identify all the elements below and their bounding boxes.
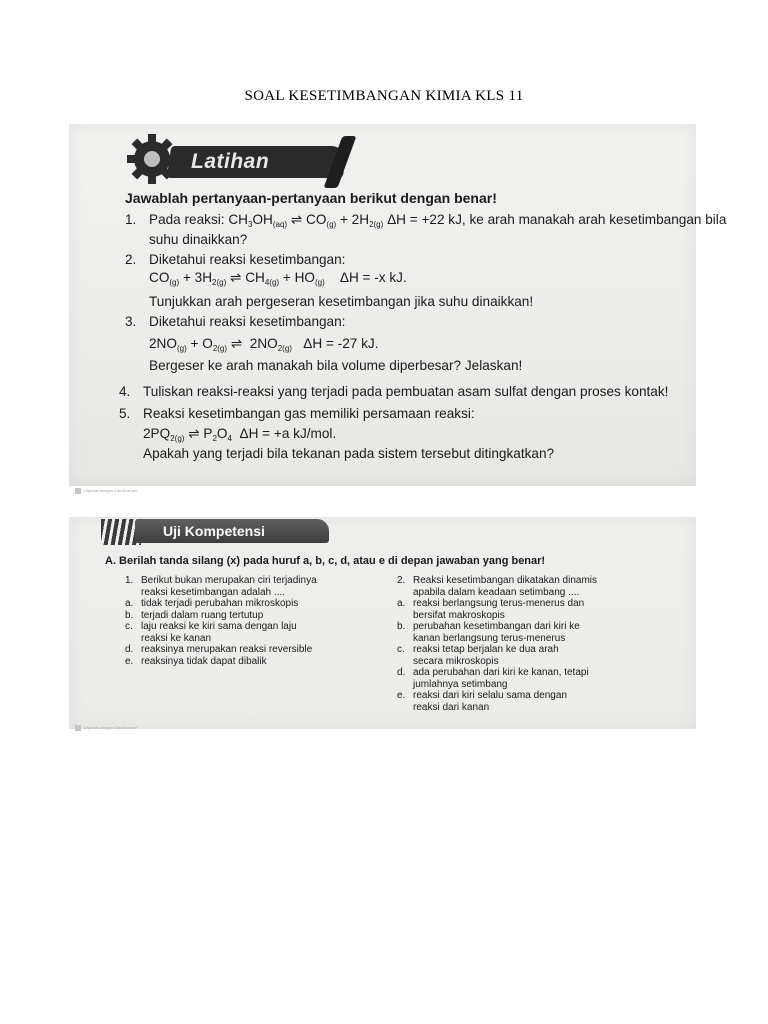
answer-option: [397, 656, 687, 668]
answer-option: [397, 621, 687, 633]
question-number: 1.: [125, 212, 137, 227]
option-text: ada perubahan dari kiri ke kanan, tetapi: [413, 667, 589, 678]
scanner-watermark: Dipindai dengan CamScanner: [75, 725, 137, 731]
option-text: tidak terjadi perubahan mikroskopis: [141, 598, 299, 609]
option-key: a.: [397, 598, 406, 609]
option-key: d.: [397, 667, 406, 678]
option-text: reaksi kesetimbangan adalah ....: [141, 586, 285, 598]
answer-option: [397, 598, 687, 610]
question-text-line-2: suhu dinaikkan?: [149, 232, 248, 247]
equation-3: $2NO_{(g)} + O_{2(g)}$ ⇌ $2NO_{2(g)}$ ΔH = -27 kJ.: [149, 336, 379, 353]
latihan-scan: Latihan Jawablah pertanyaan-pertanyaan berikut dengan benar! 1. Pada reaksi: $CH_3OH_{(aq)}$ ⇌ $CO_{(g)} + 2H_{2(g)}$ ΔH = +22 kJ, ke arah manakah arah kesetimbangan bila suhu dinaikkan? 2. Diketahui reaksi kesetimbangan: $CO_{(g)} + 3H_{2(g)}$ ⇌ $CH_{4(g)} + HO_{(g)}$ ΔH = -x kJ. Tunjukkan arah pergeseran kesetimbangan jika suhu dinaikkan! 3. Diketahui reaksi kesetimbangan: $2NO_{(g)} + O_{2(g)}$ ⇌ $2NO_{2(g)}$ ΔH = -27 kJ. Bergeser ke arah manakah bila volume diperbesar? Jelaskan! 4. Tuliskan reaksi-reaksi yang terjadi pada pembuatan asam sulfat dengan proses kontak! 5. Reaksi kesetimbangan gas memiliki persamaan reaksi: $2PQ_{2(g)}$ ⇌ $P_2O_4$ ΔH = +a kJ/mol. Apakah yang terjadi bila tekanan pada sistem tersebut ditingkatkan? Dipindai dengan CamScanner: [69, 124, 696, 486]
document-title: SOAL KESETIMBANGAN KIMIA KLS 11: [244, 88, 524, 104]
option-key: c.: [397, 644, 405, 655]
equation-2: $CO_{(g)} + 3H_{2(g)}$ ⇌ $CH_{4(g)} + HO_{(g)}$ ΔH = -x kJ.: [149, 270, 407, 287]
mc-question-1: [125, 575, 375, 667]
answer-option: [397, 679, 687, 691]
question-2-note: Tunjukkan arah pergeseran kesetimbangan jika suhu dinaikkan!: [149, 294, 534, 309]
scanner-watermark: Dipindai dengan CamScanner: [75, 488, 137, 494]
latihan-title: Latihan: [191, 150, 270, 173]
option-text: reaksi tetap berjalan ke dua arah: [413, 644, 559, 655]
option-text: reaksinya merupakan reaksi reversible: [141, 644, 313, 655]
option-key: 1.: [125, 575, 134, 586]
option-text: reaksi dari kanan: [413, 701, 490, 713]
answer-option: [397, 702, 687, 714]
question-stem: [125, 587, 375, 599]
option-key: b.: [397, 621, 406, 632]
answer-option: [397, 610, 687, 622]
option-text: perubahan kesetimbangan dari kiri ke: [413, 621, 580, 632]
option-key: b.: [125, 609, 134, 621]
answer-option: [125, 598, 375, 610]
option-text: reaksi ke kanan: [141, 632, 212, 644]
answer-option: [125, 633, 375, 645]
option-text: kanan berlangsung terus-menerus: [413, 632, 566, 644]
option-text: Reaksi kesetimbangan dikatakan dinamis: [413, 575, 597, 586]
option-key: a.: [125, 598, 134, 609]
question-5-note: Apakah yang terjadi bila tekanan pada sistem tersebut ditingkatkan?: [143, 446, 555, 461]
answer-option: [125, 656, 375, 668]
option-key: d.: [125, 644, 134, 655]
equation-5: $2PQ_{2(g)}$ ⇌ $P_2O_4$ ΔH = +a kJ/mol.: [143, 426, 337, 443]
option-key: e.: [397, 690, 406, 701]
question-stem: [397, 587, 687, 599]
option-text: Berikut bukan merupakan ciri terjadinya: [141, 575, 317, 586]
option-text: reaksi dari kiri selalu sama dengan: [413, 690, 567, 701]
question-stem: [397, 575, 687, 587]
option-key: c.: [125, 621, 133, 632]
option-key: 2.: [397, 575, 406, 586]
question-3-note: Bergeser ke arah manakah bila volume diperbesar? Jelaskan!: [149, 358, 523, 373]
camscanner-logo-icon: [75, 488, 81, 494]
answer-option: [397, 667, 687, 679]
option-text: jumlahnya setimbang: [413, 678, 508, 690]
mc-question-2: [397, 575, 687, 713]
option-key: e.: [125, 655, 134, 667]
option-text: apabila dalam keadaan setimbang ....: [413, 586, 580, 598]
answer-option: [125, 610, 375, 622]
question-text: Pada reaksi: $CH_3OH_{(aq)}$ ⇌ $CO_{(g)} + 2H_{2(g)}$ ΔH = +22 kJ, ke arah manakah arah kesetimbangan bila: [149, 212, 727, 229]
section-a-instructions: A. Berilah tanda silang (x) pada huruf a, b, c, d, atau e di depan jawaban yang benar!: [105, 555, 546, 567]
option-text: secara mikroskopis: [413, 655, 499, 667]
uji-kompetensi-scan: [69, 517, 696, 729]
answer-option: [397, 644, 687, 656]
option-text: laju reaksi ke kiri sama dengan laju: [141, 621, 297, 632]
uji-kompetensi-header: [101, 517, 329, 545]
option-text: bersifat makroskopis: [413, 609, 505, 621]
latihan-instructions: Jawablah pertanyaan-pertanyaan berikut dengan benar!: [125, 190, 497, 206]
latihan-header: [121, 132, 361, 180]
answer-option: [397, 690, 687, 702]
question-stem: [125, 575, 375, 587]
answer-option: [125, 621, 375, 633]
answer-option: [397, 633, 687, 645]
option-text: reaksinya tidak dapat dibalik: [141, 655, 267, 667]
camscanner-logo-icon: [75, 725, 81, 731]
answer-option: [125, 644, 375, 656]
option-text: reaksi berlangsung terus-menerus dan: [413, 598, 585, 609]
uji-title: Uji Kompetensi: [163, 523, 265, 539]
option-text: terjadi dalam ruang tertutup: [141, 609, 264, 621]
